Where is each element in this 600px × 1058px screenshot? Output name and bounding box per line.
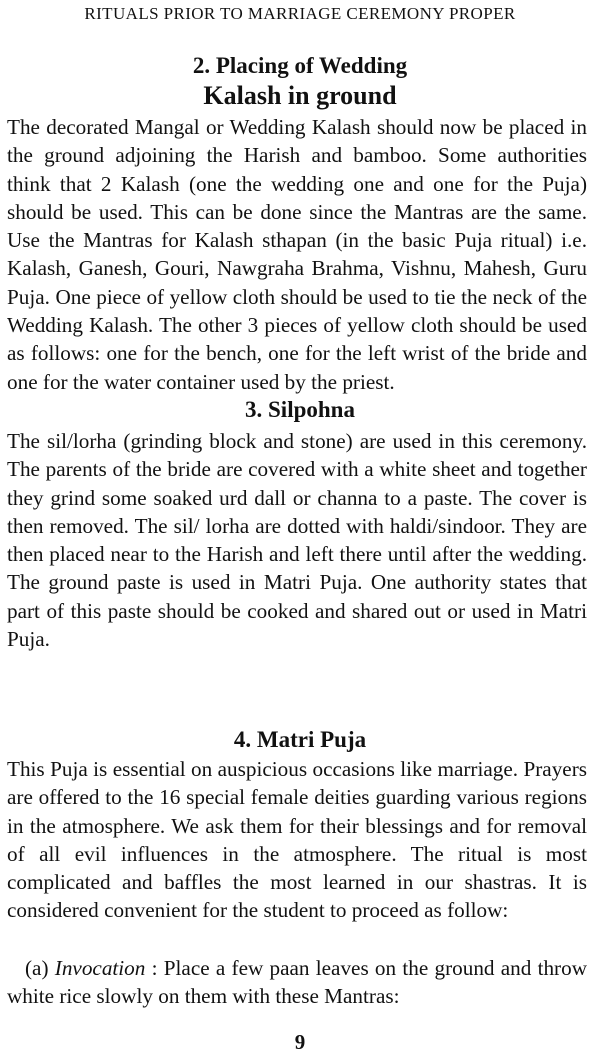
section-2-body: The decorated Mangal or Wedding Kalash should now be placed in the ground adjoining the Harish and bamboo. Some authorities think that 2 Kalash (one the wedding one and one for the Puja) should be used. This can be done since the Mantras are the same. Use the Mantras for Kalash sthapan (in the basic Puja ritual) i.e. Kalash, Ganesh, Gouri, Nawgraha Brahma, Vishnu, Mahesh, Guru Puja. One piece of yellow cloth should be used to tie the neck of the Wedding Kalash. The other 3 pieces of yellow cloth should be used as follows: one for the bench, one for the left wrist of the bride and one for the water container used by the priest. — [7, 115, 587, 394]
running-head: RITUALS PRIOR TO MARRIAGE CEREMONY PROPER — [84, 4, 516, 23]
section-3-title: 3. Silpohna — [245, 397, 355, 422]
subsection-label: (a) — [25, 956, 49, 980]
subsection-text: : Place a few paan leaves on the ground and throw white rice slowly on them with these Mantras: — [7, 956, 588, 1009]
section-4-title: 4. Matri Puja — [233, 727, 367, 752]
section-3-body: The sil/lorha (grinding block and stone) are used in this ceremony. The parents of the bride are covered with a white sheet and together they grind some soaked urd dall or channa to a paste. The cover is then removed. The sil/ lorha are dotted with haldi/sindoor. They are then placed near to the Harish and left there until after the wedding. The ground paste is used in Matri Puja. One authority states that part of this paste should be cooked and shared out or used in Matri Puja. — [7, 429, 587, 652]
section-2-title-line-1: 2. Placing of Wedding — [192, 53, 408, 78]
section-2-title-line-2: Kalash in ground — [203, 81, 397, 110]
section-4-body: This Puja is essential on auspicious occasions like marriage. Prayers are offered to the 16 special female deities guarding various regions in the atmosphere. We ask them for their blessings and for removal of all evil influences in the atmosphere. The ritual is most complicated and baffles the most learned in our shastras. It is considered convenient for the student to proceed as follow: — [7, 757, 587, 923]
section-4-subsection-invocation — [7, 954, 587, 1011]
page-number: 9 — [294, 1030, 306, 1054]
subsection-term: Invocation — [54, 956, 146, 980]
